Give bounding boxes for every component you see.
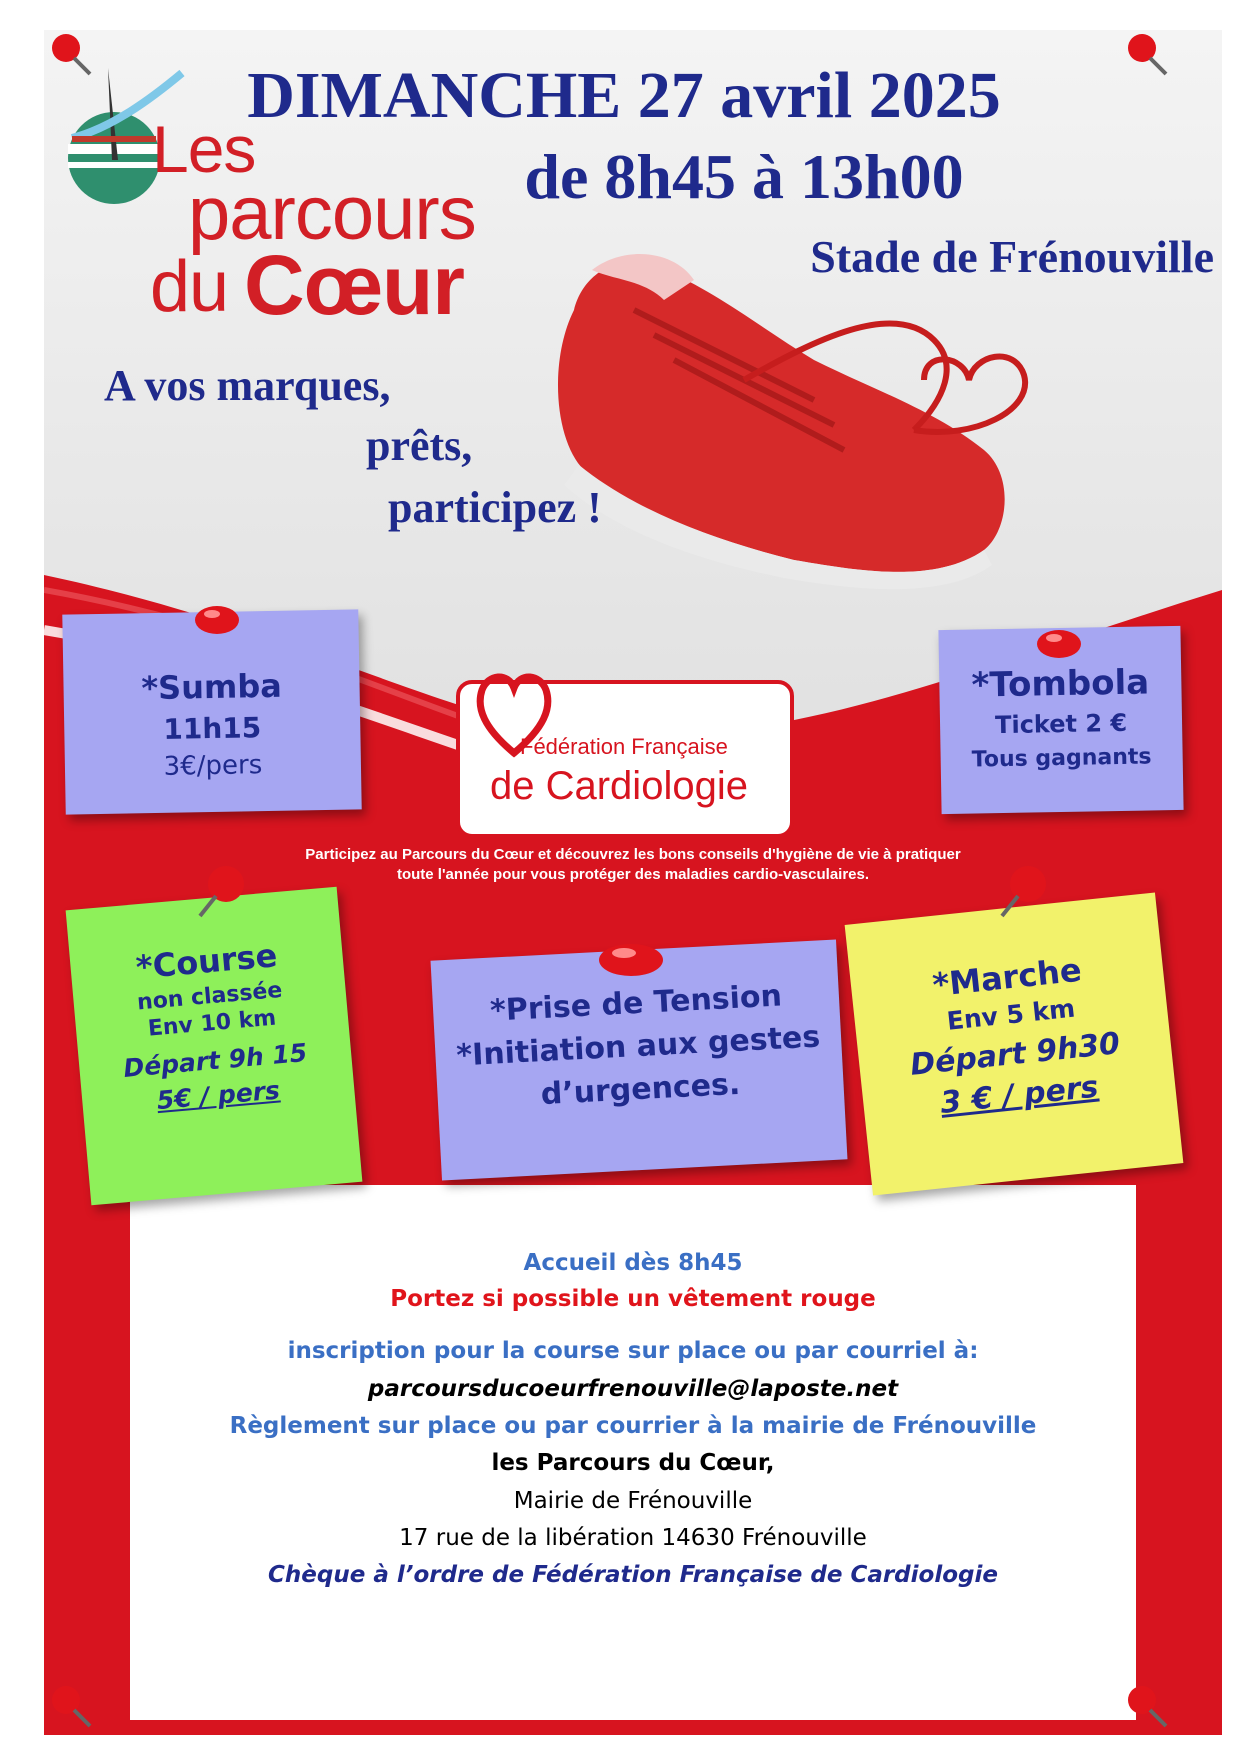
info-inscription: inscription pour la course sur place ou par courriel à: <box>287 1338 979 1364</box>
tombola-note-text: Tous gagnants <box>971 744 1152 773</box>
course-title: *Course <box>134 936 279 987</box>
slogan-line-1: A vos marques, <box>104 361 391 410</box>
pushpin-icon <box>994 862 1054 922</box>
course-price: 5€ / pers <box>155 1075 282 1116</box>
info-address-3: 17 rue de la libération 14630 Frénouville <box>399 1525 867 1551</box>
slogan-line-3: participez ! <box>388 483 602 532</box>
pushpin-icon <box>44 1682 94 1732</box>
sumba-price: 3€/pers <box>163 750 263 782</box>
logo-line-parcours: parcours <box>188 171 476 256</box>
pin-icon <box>1034 626 1084 666</box>
federation-line-2: de Cardiologie <box>490 764 748 808</box>
tension-line-3: d’urgences. <box>539 1066 742 1113</box>
logo-line-les: Les <box>152 112 256 186</box>
pin-icon <box>596 938 666 982</box>
federation-logo <box>456 680 794 838</box>
sumba-time: 11h15 <box>163 711 262 746</box>
federation-line-1: Fédération Française <box>520 734 728 759</box>
course-note <box>66 887 363 1206</box>
info-rouge: Portez si possible un vêtement rouge <box>390 1286 876 1312</box>
red-shoe-image <box>514 240 1074 600</box>
event-venue: Stade de Frénouville <box>810 231 1214 282</box>
pin-icon <box>192 602 242 642</box>
info-address-1: les Parcours du Cœur, <box>491 1450 775 1476</box>
federation-tagline-1: Participez au Parcours du Cœur et découvrez les bons conseils d'hygiène de vie à pratiquer <box>305 846 961 863</box>
tombola-ticket: Ticket 2 € <box>994 708 1128 740</box>
course-line-1: non classée <box>136 977 284 1016</box>
info-reglement: Règlement sur place ou par courrier à la mairie de Frénouville <box>229 1413 1037 1439</box>
event-hours: de 8h45 à 13h00 <box>524 141 964 212</box>
course-depart: Départ 9h 15 <box>122 1037 309 1083</box>
marche-price: 3 € / pers <box>938 1069 1101 1121</box>
tombola-title: *Tombola <box>971 662 1150 706</box>
logo-line-du: du <box>150 247 229 327</box>
pushpin-icon <box>44 30 94 80</box>
poster <box>44 30 1222 1735</box>
info-email: parcoursducoeurfrenouville@laposte.net <box>367 1376 899 1402</box>
logo-line-coeur: Cœur <box>244 238 464 332</box>
pushpin-icon <box>1120 1682 1170 1732</box>
info-cheque: Chèque à l’ordre de Fédération Française de Cardiologie <box>268 1562 998 1588</box>
tension-line-2: *Initiation aux gestes <box>455 1019 821 1074</box>
marche-title: *Marche <box>930 950 1084 1005</box>
federation-tagline-2: toute l'année pour vous protéger des maladies cardio-vasculaires. <box>396 866 870 883</box>
pushpin-icon <box>192 862 252 922</box>
sumba-title: *Sumba <box>141 666 283 708</box>
slogan-line-2: prêts, <box>366 421 473 470</box>
tension-line-1: *Prise de Tension <box>489 978 783 1029</box>
pushpin-icon <box>1120 30 1170 80</box>
marche-depart: Départ 9h30 <box>908 1026 1122 1083</box>
marche-line-1: Env 5 km <box>945 993 1077 1036</box>
marche-note <box>845 892 1184 1195</box>
info-accueil: Accueil dès 8h45 <box>523 1250 743 1276</box>
course-line-2: Env 10 km <box>146 1005 278 1042</box>
info-address-2: Mairie de Frénouville <box>513 1488 753 1514</box>
event-date: DIMANCHE 27 avril 2025 <box>247 59 1001 132</box>
